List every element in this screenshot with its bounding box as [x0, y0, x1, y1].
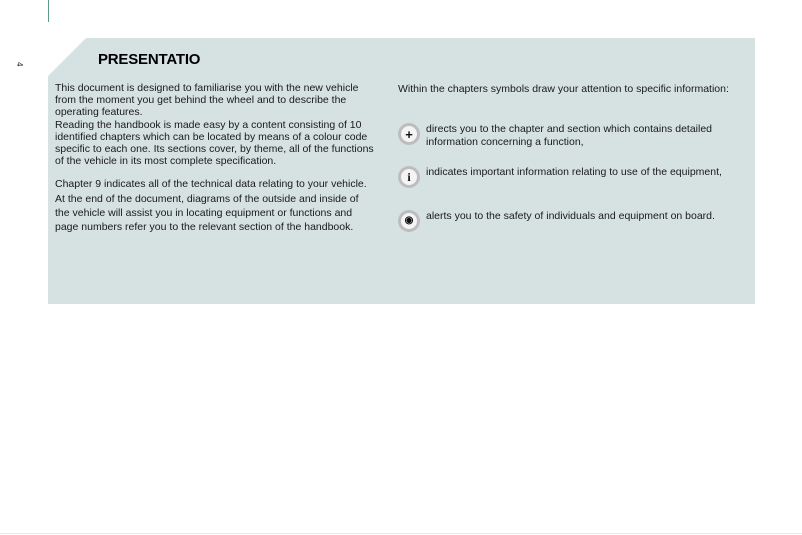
info-icon: i — [398, 166, 420, 188]
symbol-text-info: indicates important information relating to use of the equipment, — [426, 166, 722, 178]
margin-rule — [48, 0, 49, 22]
panel-cut-corner — [48, 38, 86, 76]
symbol-text-plus: directs you to the chapter and section which contains detailed information concerning a function, — [426, 123, 713, 148]
intro-column — [55, 82, 375, 234]
intro-paragraph-2: Reading the handbook is made easy by a content consisting of 10 identified chapters which can be located by means of a colour code specific to each one. Its sections cover, by theme, all of the functions of the vehicle in its most complete specification. — [55, 118, 374, 168]
plus-icon: + — [398, 123, 420, 145]
page-number: 4 — [15, 62, 24, 67]
intro-paragraph-1: This document is designed to familiarise you with the new vehicle from the moment you get behind the wheel and to describe the operating features. — [55, 82, 359, 119]
page-title: PRESENTATIO — [98, 51, 201, 68]
intro-paragraph-3: Chapter 9 indicates all of the technical data relating to your vehicle. At the end of the document, diagrams of the outside and inside of the vehicle will assist you in locating equipment or functions and page numbers refer you to the relevant section of the handbook. — [55, 178, 367, 234]
symbols-intro — [398, 82, 743, 96]
page-bottom-rule — [0, 533, 802, 534]
symbols-intro-text: Within the chapters symbols draw your attention to specific information: — [398, 83, 729, 95]
symbol-text-eye: alerts you to the safety of individuals and equipment on board. — [426, 210, 715, 222]
eye-icon: ◉ — [398, 210, 420, 232]
